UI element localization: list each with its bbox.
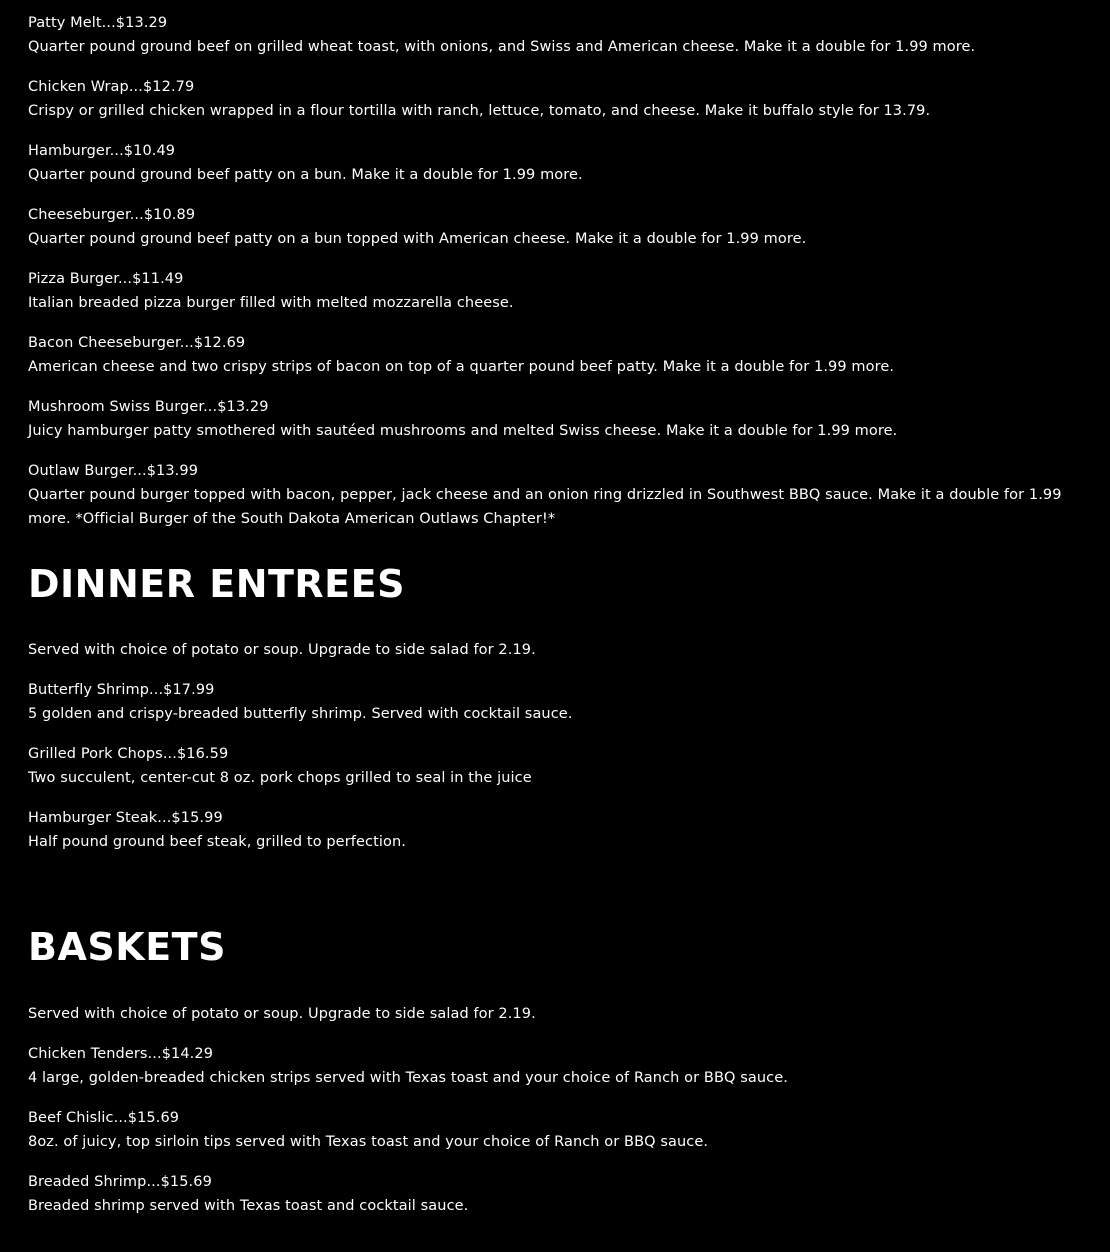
section-note-dinner: Served with choice of potato or soup. Upgrade to side salad for 2.19.: [28, 642, 536, 658]
section-note-baskets: Served with choice of potato or soup. Upgrade to side salad for 2.19.: [28, 1006, 536, 1022]
menu-item-name: Patty Melt...$13.29: [28, 15, 168, 31]
menu-item-description: Quarter pound burger topped with bacon, pepper, jack cheese and an onion ring drizzled in Southwest BBQ sauce. Make it a double for 1.99 more. *Official Burger of the South Dakota American Outlaws Chapter!*: [28, 487, 1062, 527]
menu-item-name: Breaded Shrimp...$15.69: [28, 1174, 212, 1190]
menu-item-description: American cheese and two crispy strips of bacon on top of a quarter pound beef patty. Make it a double for 1.99 more.: [28, 359, 895, 375]
section-title-dinner-entrees: DINNER ENTREES: [28, 562, 405, 606]
menu-item-chicken-wrap: [28, 75, 1078, 123]
menu-item-name: Chicken Wrap...$12.79: [28, 79, 195, 95]
menu-item-pizza-burger: [28, 267, 1078, 315]
menu-item-name: Chicken Tenders...$14.29: [28, 1046, 214, 1062]
menu-item-name: Cheeseburger...$10.89: [28, 207, 196, 223]
menu-item-description: 4 large, golden-breaded chicken strips served with Texas toast and your choice of Ranch or BBQ sauce.: [28, 1070, 788, 1086]
menu-item-description: 8oz. of juicy, top sirloin tips served with Texas toast and your choice of Ranch or BBQ sauce.: [28, 1134, 709, 1150]
menu-item-description: Quarter pound ground beef on grilled wheat toast, with onions, and Swiss and American cheese. Make it a double for 1.99 more.: [28, 39, 976, 55]
section-title-baskets: BASKETS: [28, 925, 226, 969]
menu-item-name: Mushroom Swiss Burger...$13.29: [28, 399, 269, 415]
menu-item-name: Butterfly Shrimp...$17.99: [28, 682, 215, 698]
menu-item-description: Two succulent, center-cut 8 oz. pork chops grilled to seal in the juice: [28, 770, 532, 786]
menu-item-hamburger-steak: [28, 806, 1078, 854]
menu-item-outlaw-burger: [28, 459, 1078, 531]
menu-item-hamburger: [28, 139, 1078, 187]
menu-item-patty-melt: [28, 11, 1078, 59]
menu-item-description: 5 golden and crispy-breaded butterfly shrimp. Served with cocktail sauce.: [28, 706, 573, 722]
menu-item-breaded-shrimp: [28, 1170, 1078, 1218]
menu-item-name: Hamburger Steak...$15.99: [28, 810, 223, 826]
menu-item-description: Breaded shrimp served with Texas toast and cocktail sauce.: [28, 1198, 469, 1214]
menu-item-cheeseburger: [28, 203, 1078, 251]
menu-item-description: Quarter pound ground beef patty on a bun topped with American cheese. Make it a double for 1.99 more.: [28, 231, 807, 247]
menu-item-bacon-cheeseburger: [28, 331, 1078, 379]
menu-item-name: Outlaw Burger...$13.99: [28, 463, 199, 479]
menu-item-butterfly-shrimp: [28, 678, 1078, 726]
menu-item-name: Bacon Cheeseburger...$12.69: [28, 335, 246, 351]
menu-item-chicken-tenders: [28, 1042, 1078, 1090]
menu-item-description: Crispy or grilled chicken wrapped in a flour tortilla with ranch, lettuce, tomato, and cheese. Make it buffalo style for 13.79.: [28, 103, 931, 119]
menu-item-description: Italian breaded pizza burger filled with melted mozzarella cheese.: [28, 295, 514, 311]
menu-item-name: Pizza Burger...$11.49: [28, 271, 184, 287]
menu-item-mushroom-swiss-burger: [28, 395, 1078, 443]
menu-item-grilled-pork-chops: [28, 742, 1078, 790]
menu-item-beef-chislic: [28, 1106, 1078, 1154]
menu-item-description: Juicy hamburger patty smothered with sautéed mushrooms and melted Swiss cheese. Make it a double for 1.99 more.: [28, 423, 898, 439]
menu-item-description: Half pound ground beef steak, grilled to perfection.: [28, 834, 406, 850]
menu-item-description: Quarter pound ground beef patty on a bun. Make it a double for 1.99 more.: [28, 167, 583, 183]
menu-item-name: Beef Chislic...$15.69: [28, 1110, 180, 1126]
menu-item-name: Grilled Pork Chops...$16.59: [28, 746, 229, 762]
menu-item-name: Hamburger...$10.49: [28, 143, 176, 159]
